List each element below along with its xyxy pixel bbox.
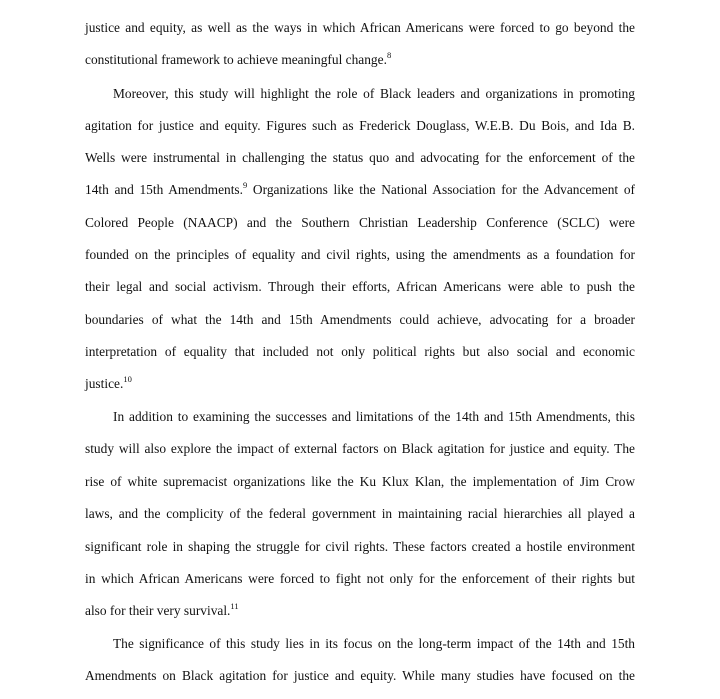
text-line: 14th and 15th Amendments.$^9$ Organizations like the National Association for the Advancement of [85, 180, 635, 197]
text-line: Wells were instrumental in challenging the status quo and advocating for the enforcement of the [85, 150, 635, 165]
text-line: interpretation of equality that included not only political rights but also social and economic [85, 344, 635, 359]
footnote-marker: 11 [230, 601, 239, 611]
text-line: laws, and the complicity of the federal government in maintaining racial hierarchies all played a [85, 506, 635, 521]
text-line: justice and equity, as well as the ways in which African Americans were forced to go beyond the [85, 20, 635, 35]
text-line: Colored People (NAACP) and the Southern Christian Leadership Conference (SCLC) were [85, 215, 635, 230]
text-line: Amendments on Black agitation for justice and equity. While many studies have focused on the [85, 668, 635, 683]
footnote-marker: 9 [243, 180, 248, 190]
text-line: justice.$^{10}$ [85, 374, 132, 391]
text-line: significant role in shaping the struggle for civil rights. These factors created a hostile environment [85, 539, 635, 554]
text-line: in which African Americans were forced to fight not only for the enforcement of their rights but [85, 571, 635, 586]
text-line: rise of white supremacist organizations like the Ku Klux Klan, the implementation of Jim Crow [85, 474, 635, 489]
text-line: founded on the principles of equality and civil rights, using the amendments as a foundation for [85, 247, 635, 262]
text-line: also for their very survival.$^{11}$ [85, 601, 239, 618]
text-line: their legal and social activism. Through their efforts, African Americans were able to push the [85, 279, 635, 294]
text-line: The significance of this study lies in its focus on the long-term impact of the 14th and 15th [113, 636, 635, 651]
text-line: agitation for justice and equity. Figures such as Frederick Douglass, W.E.B. Du Bois, and Ida B. [85, 118, 635, 133]
footnote-marker: 10 [123, 374, 132, 384]
text-line: In addition to examining the successes and limitations of the 14th and 15th Amendments, this [113, 409, 635, 424]
text-line: Moreover, this study will highlight the role of Black leaders and organizations in promoting [113, 86, 635, 101]
footnote-marker: 8 [386, 50, 392, 60]
text-line: constitutional framework to achieve meaningful change.$^8$ [85, 50, 392, 67]
text-line: study will also explore the impact of external factors on Black agitation for justice and equity. The [85, 441, 635, 456]
text-line: boundaries of what the 14th and 15th Amendments could achieve, advocating for a broader [85, 312, 635, 327]
